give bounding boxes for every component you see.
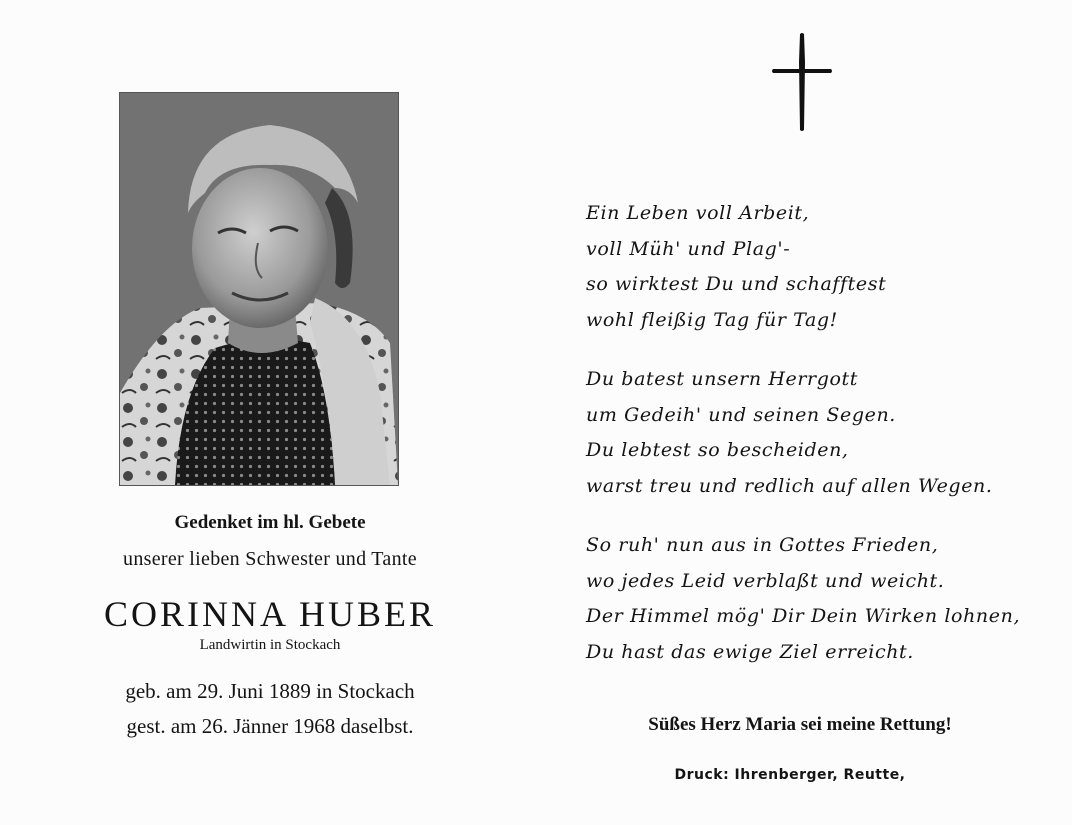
- poem-line: um Gedeih' und seinen Segen.: [586, 403, 896, 426]
- deceased-name: CORINNA HUBER: [103, 594, 437, 634]
- poem-stanza: [586, 362, 1056, 504]
- poem-line: wohl fleißig Tag für Tag!: [586, 308, 838, 331]
- occupation-text: Landwirtin in Stockach: [199, 637, 341, 653]
- poem-line: voll Müh' und Plag'-: [586, 237, 791, 260]
- poem-line: Du batest unsern Herrgott: [586, 368, 858, 390]
- poem-line: so wirktest Du und schafftest: [586, 273, 887, 295]
- poem-line: So ruh' nun aus in Gottes Frieden,: [586, 534, 939, 556]
- poem-line: wo jedes Leid verblaßt und weicht.: [586, 569, 945, 592]
- poem-line: warst treu und redlich auf allen Wegen.: [586, 474, 993, 497]
- motto: Süßes Herz Maria sei meine Rettung!: [648, 714, 952, 735]
- poem-stanza: [586, 196, 1056, 338]
- poem: [586, 196, 1056, 694]
- relation-text: unserer lieben Schwester und Tante: [123, 548, 417, 570]
- portrait-photo: [119, 92, 399, 486]
- poem-line: Du hast das ewige Ziel erreicht.: [586, 640, 914, 663]
- death-date: gest. am 26. Jänner 1968 daselbst.: [126, 714, 414, 738]
- memorial-header: Gedenket im hl. Gebete: [174, 512, 366, 533]
- poem-line: Der Himmel mög' Dir Dein Wirken lohnen,: [586, 605, 1021, 627]
- portrait-illustration: [120, 93, 398, 485]
- poem-line: Ein Leben voll Arbeit,: [586, 202, 810, 224]
- poem-stanza: [586, 528, 1056, 670]
- printer-credit: Druck: Ihrenberger, Reutte,: [674, 767, 906, 783]
- cross-icon: [771, 32, 833, 132]
- poem-line: Du lebtest so bescheiden,: [586, 439, 849, 461]
- birth-date: geb. am 29. Juni 1889 in Stockach: [125, 679, 415, 703]
